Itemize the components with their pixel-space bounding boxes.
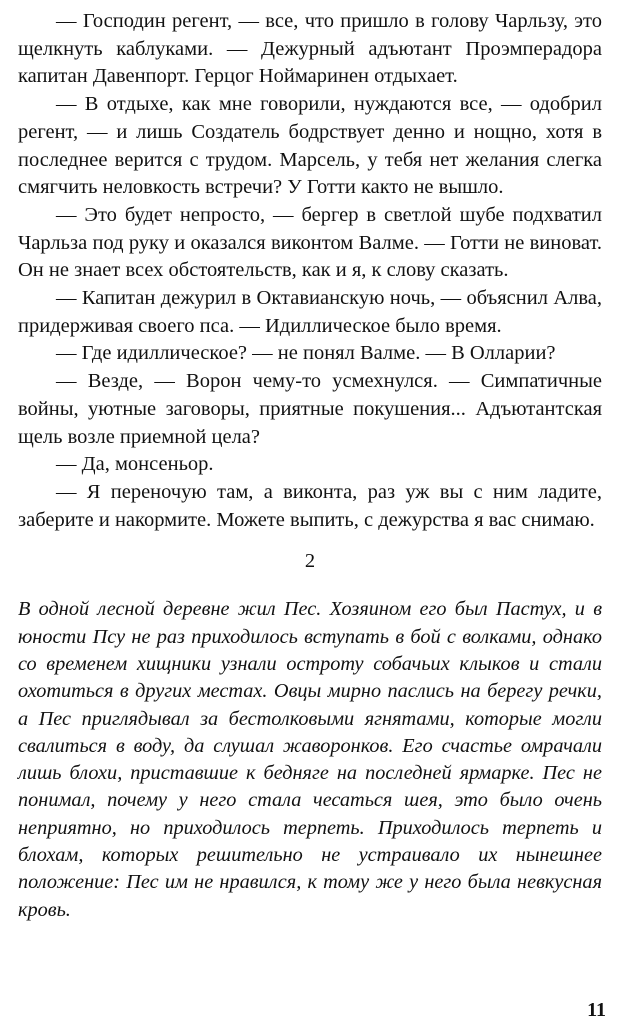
- paragraph: — Да, монсеньор.: [56, 453, 214, 476]
- paragraph: — В отдыхе, как мне говорили, нуждаются все, — одобрил регент, — и лишь Создатель бодрствует денно и нощно, хотя в последнее верится с трудом. Марсель, у тебя нет желания слегка смягчить неловкость встречи? У Готти както не вышло.: [18, 93, 602, 199]
- page-number: 11: [587, 999, 606, 1021]
- paragraph: — Где идиллическое? — не понял Валме. — В Олларии?: [56, 342, 556, 365]
- paragraph: — Везде, — Ворон чему-то усмехнулся. — Симпатичные войны, уютные заговоры, приятные покушения... Адъютантская щель возле приемной цела?: [18, 370, 602, 448]
- italic-story-paragraph: В одной лесной деревне жил Пес. Хозяином его был Пастух, и в юности Псу не раз приходилось вступать в бой с волками, однако со временем хищники узнали остроту собачьих клыков и стали охотиться в других местах. Овцы мирно паслись на берегу речки, а Пес приглядывал за бестолковыми ягнятами, которые могли свалиться в воду, да слушал жаворонков. Его счастье омрачали лишь блохи, приставшие к бедняге на последней ярмарке. Пес не понимал, почему у него стала чесаться шея, это было очень неприятно, но приходилось терпеть. Приходилось терпеть и блохам, которых решительно не устраивало их нынешнее положение: Пес им не нравился, к тому же у него была невкусная кровь.: [18, 598, 602, 921]
- paragraph: — Капитан дежурил в Октавианскую ночь, — объяснил Алва, придерживая своего пса. — Идиллическое было время.: [18, 287, 602, 337]
- dialogue-section: [18, 8, 602, 534]
- paragraph: — Я переночую там, а виконта, раз уж вы с ним ладите, заберите и накормите. Можете выпить, с дежурства я вас снимаю.: [18, 480, 602, 531]
- paragraph: — Господин регент, — все, что пришло в голову Чарльзу, это щелкнуть каблуками. — Дежурный адъютант Проэмперадора капитан Давенпорт. Герцог Ноймаринен отдыхает.: [18, 10, 602, 88]
- paragraph: — Это будет непросто, — бергер в светлой шубе подхватил Чарльза под руку и оказался виконтом Валме. — Готти не виноват. Он не знает всех обстоятельств, как и я, к слову сказать.: [18, 203, 602, 282]
- chapter-number: 2: [304, 550, 316, 573]
